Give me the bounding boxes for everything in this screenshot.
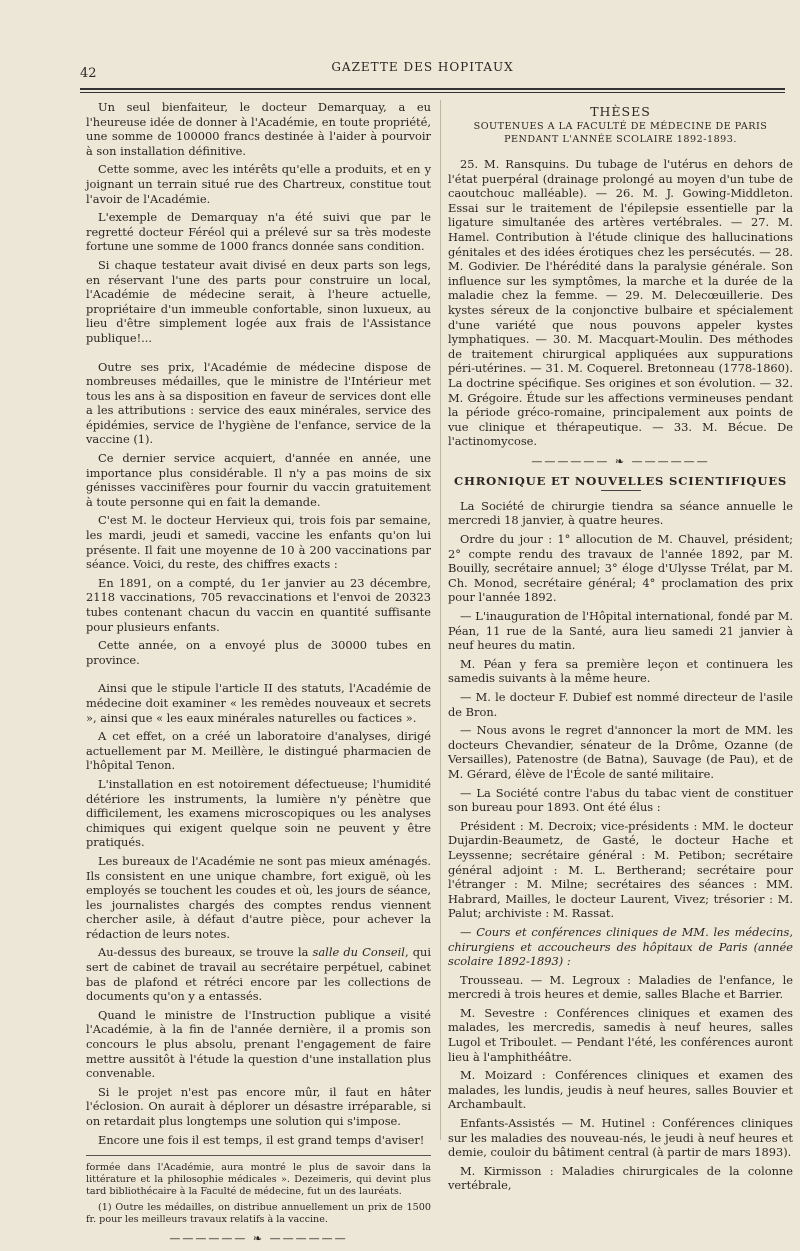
paragraph: Quand le ministre de l'Instruction publique a visité l'Académie, à la fin de l'année dernière, il a promis son concours le plus absolu, prenant l'engagement de faire mettre aussitôt à l'étude la question d'une installation plus convenable.: [86, 1007, 431, 1081]
paragraph: Encore une fois il est temps, il est grand temps d'aviser!: [98, 1132, 425, 1147]
paragraph: M. Sevestre : Conférences cliniques et examen des malades, les mercredis, samedis à neuf heures, salles Lugol et Triboulet. — Pendant l'été, les conférences auront lieu à l'amphithéâtre.: [448, 1005, 793, 1064]
spacer: [86, 350, 431, 360]
chronicle-title: CHRONIQUE ET NOUVELLES SCIENTIFIQUES: [453, 473, 788, 488]
paragraph: M. Péan y fera sa première leçon et continuera les samedis suivants à la même heure.: [448, 656, 793, 686]
footnote: formée dans l'Académie, aura montré le plus de savoir dans la littérature et la philosophie médicales ». Dezeimeris, qui devint plus tard bibliothécaire à la Faculté de médecine, fut un des lauréats.: [86, 1162, 431, 1198]
theses-subtitle: SOUTENUES A LA FACULTÉ DE MÉDECINE DE PARIS: [473, 121, 768, 132]
paragraph: L'exemple de Demarquay n'a été suivi que par le regretté docteur Féréol qui a prélevé sur sa très modeste fortune une somme de 1000 francs donnée sans condition.: [86, 210, 431, 254]
column-divider: [440, 100, 441, 1140]
header-rule: [80, 88, 785, 93]
paragraph: En 1891, on a compté, du 1er janvier au 23 décembre, 2118 vaccinations, 705 revaccinations et l'envoi de 20323 tubes contenant chacun du vaccin en quantité suffisante pour plusieurs enfants.: [86, 575, 431, 634]
ornament-divider: —————— ❧ ——————: [169, 1232, 348, 1246]
paragraph: Président : M. Decroix; vice-présidents : MM. le docteur Dujardin-Beaumetz, de Gasté, le docteur Hache et Leyssenne; secrétaire général : M. Petibon; secrétaire général adjoint : M. L. Bertherand; secrétaire pour l'étranger : M. Milne; secrétaires des séances : MM. Habrard, Mailles, le docteur Laurent, Vivez; trésorier : M. Palut; archiviste : M. Rassat.: [448, 818, 793, 921]
paragraph: — Nous avons le regret d'annoncer la mort de MM. les docteurs Chevandier, sénateur de la Drôme, Ozanne (de Versailles), Patenostre (de Batna), Sauvage (de Pau), et de M. Gérard, élève de l'École de santé militaire.: [448, 723, 793, 781]
page-header: [60, 52, 785, 88]
paragraph: — Cours et conférences cliniques de MM. les médecins, chirurgiens et accoucheurs des hôpitaux de Paris (année scolaire 1892-1893) :: [448, 924, 793, 969]
paragraph: — La Société contre l'abus du tabac vient de constituer son bureau pour 1893. Ont été élus :: [448, 785, 793, 815]
spacer: [86, 671, 431, 681]
text-span: , qui sert de cabinet de travail au secrétaire perpétuel, cabinet bas de plafond et rétréci encore par les collections de documents qu'on y a entassés.: [86, 945, 431, 1004]
paragraph: L'installation en est notoirement défectueuse; l'humidité détériore les instruments, la lumière n'y pénètre que difficilement, les examens microscopiques ou les analyses chimiques qui exigent quelque soin ne peuvent y être pratiqués.: [86, 776, 431, 850]
salle-du-conseil-text: salle du Conseil: [312, 945, 405, 960]
paragraph: — L'inauguration de l'Hôpital international, fondé par M. Péan, 11 rue de la Santé, aura lieu samedi 21 janvier à neuf heures du matin.: [448, 609, 793, 653]
columns: [86, 100, 793, 1246]
paragraph: C'est M. le docteur Hervieux qui, trois fois par semaine, les mardi, jeudi et samedi, vaccine les enfants qu'on lui présente. Il fait une moyenne de 10 à 200 vaccinations par séance. Voici, du reste, des chiffres exacts :: [86, 513, 431, 572]
text-span: Au-dessus des bureaux, se trouve la: [98, 945, 313, 960]
spacer: [448, 147, 793, 157]
page-number: 42: [80, 66, 97, 81]
paragraph: Enfants-Assistés — M. Hutinel : Conférences cliniques sur les maladies des nouveau-nés, le jeudi à neuf heures et demie, couloir du bâtiment central (à partir de mars 1893).: [448, 1116, 793, 1160]
running-head: GAZETTE DES HOPITAUX: [331, 60, 514, 74]
paragraph: Si le projet n'est pas encore mûr, il faut en hâter l'éclosion. On aurait à déplorer un désastre irréparable, si on retardait plus longtemps une solution qui s'impose.: [86, 1084, 431, 1128]
footnotes: [86, 1162, 431, 1226]
paragraph: Ordre du jour : 1° allocution de M. Chauvel, président; 2° compte rendu des travaux de l'année 1892, par M. Bouilly, secrétaire annuel; 3° éloge d'Ulysse Trélat, par M. Ch. Monod, secrétaire général; 4° proclamation des prix pour l'année 1892.: [448, 532, 793, 605]
paragraph: Ce dernier service acquiert, d'année en année, une importance plus considérable. Il n'y a pas moins de six génisses vaccinifères pour fournir du vaccin gratuitement à toute personne qui en fait la demande.: [86, 451, 431, 509]
paragraph: M. Moizard : Conférences cliniques et examen des malades, les lundis, jeudis à neuf heures, salles Bouvier et Archambault.: [448, 1068, 793, 1112]
paragraph: M. Kirmisson : Maladies chirurgicales de la colonne vertébrale,: [448, 1163, 793, 1193]
paragraph: A cet effet, on a créé un laboratoire d'analyses, dirigé actuellement par M. Meillère, le distingué pharmacien de l'hôpital Tenon.: [86, 729, 431, 773]
paragraph: Les bureaux de l'Académie ne sont pas mieux aménagés. Ils consistent en une unique chambre, fort exiguë, où les employés se touchent les coudes et où, les jours de séance, les journalistes chargés des comptes rendus viennent chercher asile, à défaut d'autre pièce, pour achever la rédaction de leurs notes.: [86, 853, 431, 941]
theses-title: THÈSES: [590, 104, 651, 119]
paragraph: Cette somme, avec les intérêts qu'elle a produits, et en y joignant un terrain situé rue des Chartreux, constitue tout l'avoir de l'Académie.: [86, 162, 431, 206]
paragraph: Cette année, on a envoyé plus de 30000 tubes en province.: [86, 638, 431, 667]
paragraph: Un seul bienfaiteur, le docteur Demarquay, a eu l'heureuse idée de donner à l'Académie, en toute propriété, une somme de 100000 francs destinée à l'aider à pourvoir à son installation définitive.: [86, 100, 431, 158]
paragraph: La Société de chirurgie tiendra sa séance annuelle le mercredi 18 janvier, à quatre heures.: [448, 498, 793, 528]
footnote-rule: [86, 1155, 431, 1156]
left-column: [86, 100, 431, 1251]
short-rule: [601, 490, 641, 491]
paragraph: — M. le docteur F. Dubief est nommé directeur de l'asile de Bron.: [448, 690, 793, 719]
footnote: (1) Outre les médailles, on distribue annuellement un prix de 1500 fr. pour les meilleurs travaux relatifs à la vaccine.: [86, 1202, 431, 1226]
newspaper-page: [60, 52, 793, 1246]
right-column: [448, 100, 793, 1197]
paragraph: Ainsi que le stipule l'article II des statuts, l'Académie de médecine doit examiner « les remèdes nouveaux et secrets », ainsi que « les eaux minérales naturelles ou factices ».: [86, 681, 431, 725]
paragraph: Si chaque testateur avait divisé en deux parts son legs, en réservant l'une des parts pour construire un local, l'Académie de médecine serait, à l'heure actuelle, propriétaire d'un immeuble confortable, sinon luxueux, au lieu d'être simplement logée aux frais de l'Assistance publique!...: [86, 257, 431, 345]
paragraph: [86, 945, 431, 1003]
paragraph: Trousseau. — M. Legroux : Maladies de l'enfance, le mercredi à trois heures et demie, salles Blache et Barrier.: [448, 972, 793, 1002]
ornament-divider: —————— ❧ ——————: [531, 454, 710, 468]
theses-subtitle: PENDANT L'ANNÉE SCOLAIRE 1892-1893.: [504, 134, 737, 145]
theses-list: 25. M. Ransquins. Du tubage de l'utérus en dehors de l'état puerpéral (drainage prolongé au moyen d'un tube de caoutchouc malléable). — 26. M. J. Gowing-Middleton. Essai sur le traitement de l'épilepsie essentielle par la ligature simultanée des artères vertébrales. — 27. M. Hamel. Contribution à l'étude clinique des hallucinations génitales et des idées érotiques chez les persécutés. — 28. M. Godivier. De l'hérédité dans la paralysie générale. Son influence sur les symptômes, la marche et la durée de la maladie chez la femme. — 29. M. Delecœuillerie. Des kystes séreux de la conjonctive bulbaire et spécialement d'une variété que nous pouvons appeler kystes lymphatiques. — 30. M. Macquart-Moulin. Des méthodes de traitement chirurgical appliquées aux suppurations péri-utérines. — 31. M. Coquerel. Bretonneau (1778-1860). La doctrine spécifique. Ses origines et son évolution. — 32. M. Grégoire. Étude sur les affections vermineuses pendant la période gréco-romaine, principalement aux points de vue clinique et thérapeutique. — 33. M. Bécue. De l'actinomycose.: [448, 157, 793, 449]
paragraph: Outre ses prix, l'Académie de médecine dispose de nombreuses médailles, que le ministre de l'Intérieur met tous les ans à sa disposition en faveur de services dont elle a les attributions : service des eaux minérales, service des épidémies, service de l'hygiène de l'enfance, service de la vaccine (1).: [86, 359, 431, 447]
